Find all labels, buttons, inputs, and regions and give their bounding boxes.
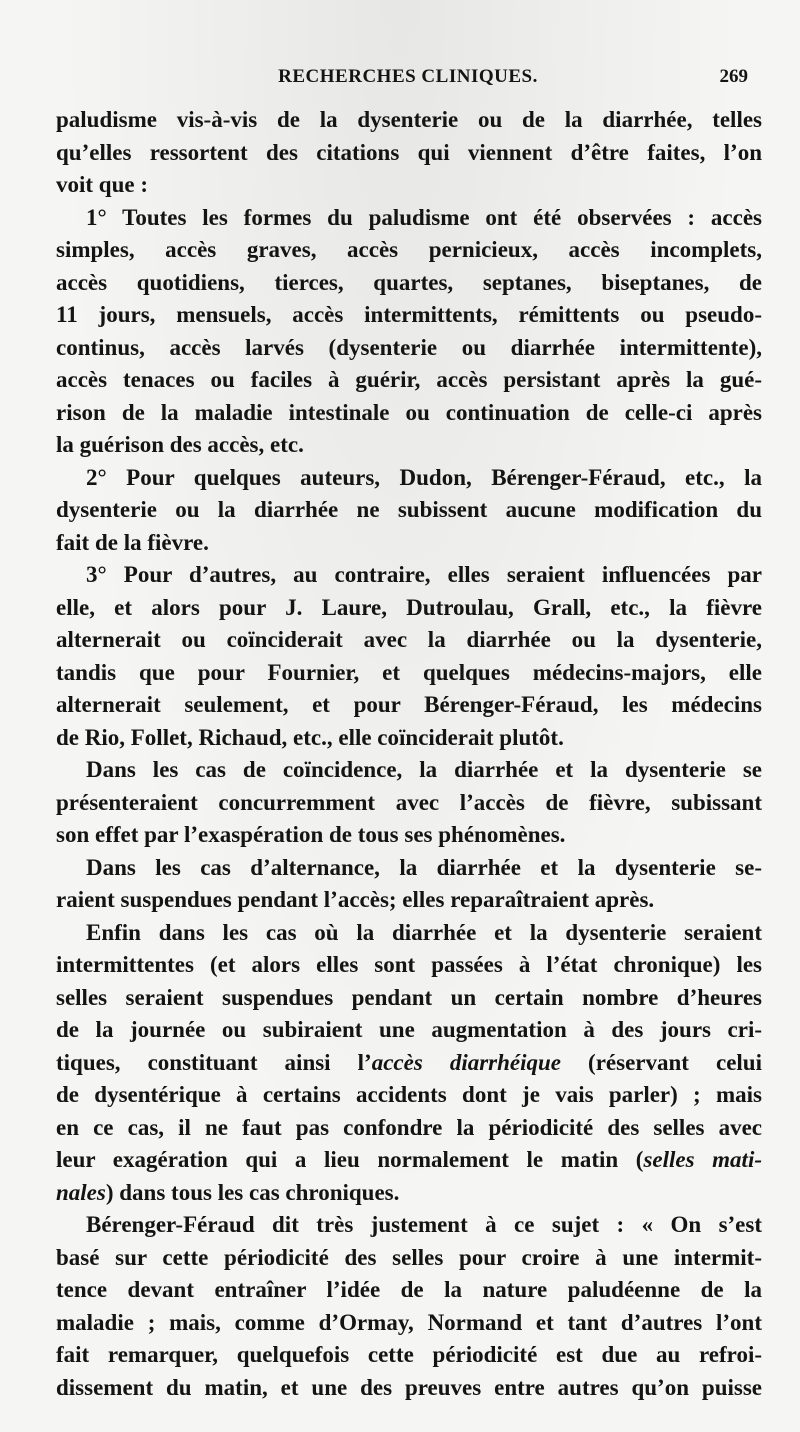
text-line: 3° Pour d’autres, au contraire, elles seraient influencées par — [86, 562, 762, 587]
text-line: Dans les cas d’alternance, la diarrhée et la dysenterie se- — [86, 854, 762, 880]
text-line: tence devant entraîner l’idée de la nature paludéenne de la — [56, 1277, 762, 1302]
page-header — [56, 66, 760, 98]
italic-term: selles mati- — [643, 1147, 762, 1172]
text-line: dysenterie ou la diarrhée ne subissent aucune modification du — [56, 497, 762, 522]
text-line: la guérison des accès, etc. — [56, 432, 304, 457]
text-run: (réservant celui — [561, 1049, 762, 1075]
text-line: 11 jours, mensuels, accès intermittents, rémittents ou pseudo- — [56, 302, 762, 327]
text-line: en ce cas, il ne faut pas confondre la périodicité des selles avec — [56, 1114, 762, 1140]
text-line: elle, et alors pour J. Laure, Dutroulau, Grall, etc., la fièvre — [56, 594, 762, 620]
text-line: simples, accès graves, accès pernicieux, accès incomplets, — [56, 237, 762, 262]
text-line: 1° Toutes les formes du paludisme ont été observées : accès — [86, 204, 762, 230]
text-line: présenteraient concurremment avec l’accès de fièvre, subissant — [56, 789, 762, 815]
text-line: dissement du matin, et une des preuves entre autres qu’on puisse — [56, 1374, 762, 1400]
italic-term: nales — [56, 1179, 106, 1205]
text-line: tandis que pour Fournier, et quelques médecins-majors, elle — [56, 659, 762, 685]
text-line: de la journée ou subiraient une augmentation à des jours cri- — [56, 1017, 762, 1042]
italic-term: accès diarrhéique — [371, 1049, 561, 1075]
text-run: tiques, constituant ainsi l’ — [56, 1049, 372, 1075]
text-line: rison de la maladie intestinale ou continuation de celle-ci après — [56, 399, 762, 425]
text-line: alternerait ou coïnciderait avec la diarrhée ou la dysenterie, — [56, 627, 762, 652]
text-line: Dans les cas de coïncidence, la diarrhée et la dysenterie se — [86, 757, 762, 782]
text-line: accès quotidiens, tierces, quartes, septanes, biseptanes, de — [56, 269, 762, 295]
text-line: intermittentes (et alors elles sont passées à l’état chronique) les — [56, 952, 762, 977]
text-line — [56, 1177, 762, 1210]
text-line: son effet par l’exaspération de tous ses phénomènes. — [56, 822, 566, 847]
text-line: voit que : — [56, 172, 148, 197]
text-line: qu’elles ressortent des citations qui viennent d’être faites, l’on — [56, 139, 762, 165]
text-line: Enfin dans les cas où la diarrhée et la dysenterie seraient — [86, 919, 762, 945]
text-line: fait remarquer, quelquefois cette périodicité est due au refroi- — [56, 1342, 762, 1367]
text-line: continus, accès larvés (dysenterie ou diarrhée intermittente), — [56, 334, 762, 360]
text-line: selles seraient suspendues pendant un certain nombre d’heures — [56, 984, 762, 1010]
text-run: ) dans tous les cas chroniques. — [105, 1179, 400, 1205]
text-line: raient suspendues pendant l’accès; elles reparaîtraient après. — [56, 887, 655, 912]
body-text — [56, 104, 762, 1404]
text-line: accès tenaces ou faciles à guérir, accès persistant après la gué- — [56, 367, 762, 392]
text-line: 2° Pour quelques auteurs, Dudon, Bérenger-Féraud, etc., la — [86, 464, 762, 490]
text-line: fait de la fièvre. — [56, 529, 209, 555]
page-number: 269 — [719, 66, 748, 87]
text-run: leur exagération qui a lieu normalement le matin ( — [56, 1147, 644, 1172]
text-line: paludisme vis-à-vis de la dysenterie ou de la diarrhée, telles — [56, 107, 762, 132]
text-line: de dysentérique à certains accidents dont je vais parler) ; mais — [56, 1082, 762, 1107]
text-line — [56, 1144, 762, 1177]
text-line: Bérenger-Féraud dit très justement à ce sujet : « On s’est — [86, 1212, 762, 1237]
text-line: de Rio, Follet, Richaud, etc., elle coïnciderait plutôt. — [56, 724, 564, 750]
text-line: maladie ; mais, comme d’Ormay, Normand et tant d’autres l’ont — [56, 1309, 762, 1335]
running-title: RECHERCHES CLINIQUES. — [278, 66, 538, 87]
text-line: basé sur cette périodicité des selles pour croire à une intermit- — [56, 1244, 762, 1270]
text-line: alternerait seulement, et pour Bérenger-Féraud, les médecins — [56, 692, 762, 717]
text-line — [56, 1047, 762, 1080]
